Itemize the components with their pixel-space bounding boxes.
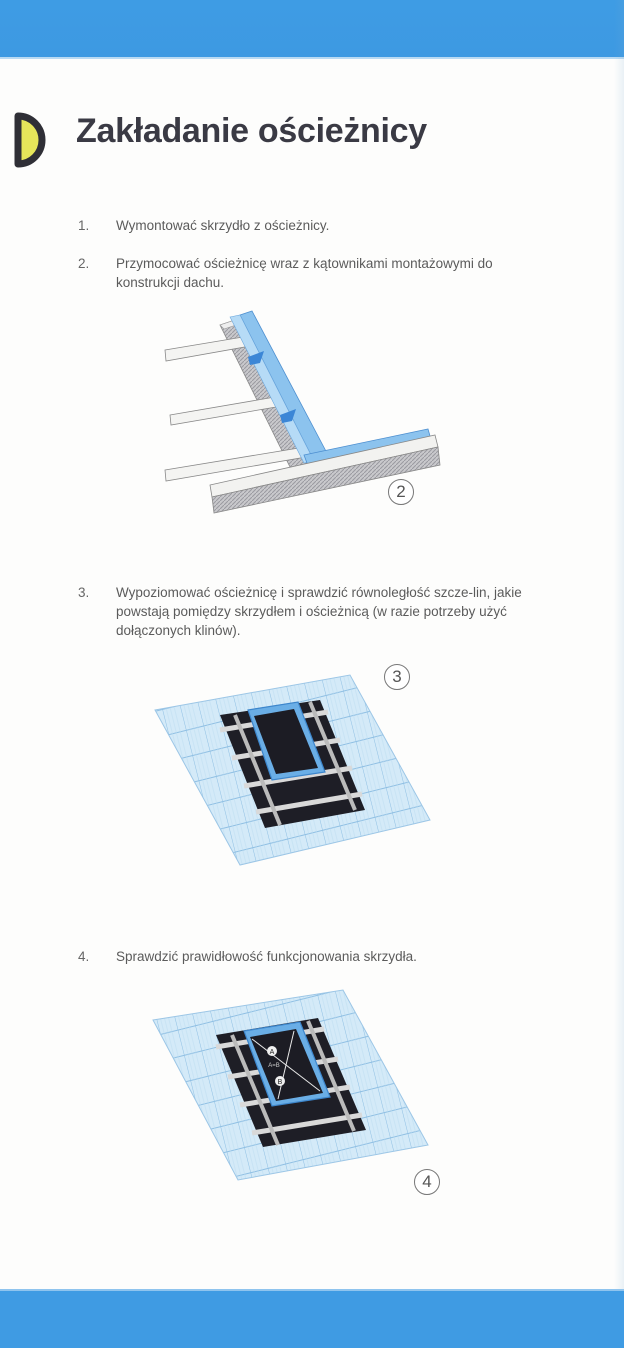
- figure-4: [148, 985, 448, 1200]
- figure-label: 2: [388, 479, 414, 505]
- step-number: 4.: [78, 949, 90, 964]
- step-number: 3.: [78, 585, 90, 600]
- top-color-band: [0, 0, 624, 59]
- step-3: [78, 583, 538, 640]
- section-marker-icon: [12, 112, 46, 168]
- sash-check-illustration: [148, 985, 448, 1200]
- figure-3: [150, 660, 440, 875]
- svg-text:A: A: [269, 1049, 275, 1056]
- step-text: Sprawdzić prawidłowość funkcjonowania skrzydła.: [116, 949, 417, 964]
- figure-label: 4: [414, 1169, 440, 1195]
- step-text: Wypoziomować ościeżnicę i sprawdzić równoległość szcze-lin, jakie powstają pomiędzy skrzydłem i ościeżnicą (w razie potrzeby użyć dołączonych klinów).: [116, 585, 522, 638]
- step-4: [78, 947, 538, 966]
- step-number: 1.: [78, 218, 90, 233]
- page-title: Zakładanie ościeżnicy: [76, 112, 427, 150]
- roof-opening-frame-illustration: [150, 660, 440, 875]
- svg-text:A=B: A=B: [268, 1063, 280, 1069]
- step-2: [78, 254, 538, 292]
- step-text: Przymocować ościeżnicę wraz z kątownikami montażowymi do konstrukcji dachu.: [116, 256, 493, 290]
- page-edge-shadow: [614, 0, 624, 1346]
- figure-label: 3: [384, 664, 410, 690]
- svg-text:B: B: [277, 1079, 283, 1086]
- step-text: Wymontować skrzydło z ościeżnicy.: [116, 218, 330, 233]
- bottom-color-band: [0, 1289, 624, 1348]
- step-number: 2.: [78, 256, 90, 271]
- step-1: [78, 216, 538, 235]
- figure-2: [160, 305, 450, 515]
